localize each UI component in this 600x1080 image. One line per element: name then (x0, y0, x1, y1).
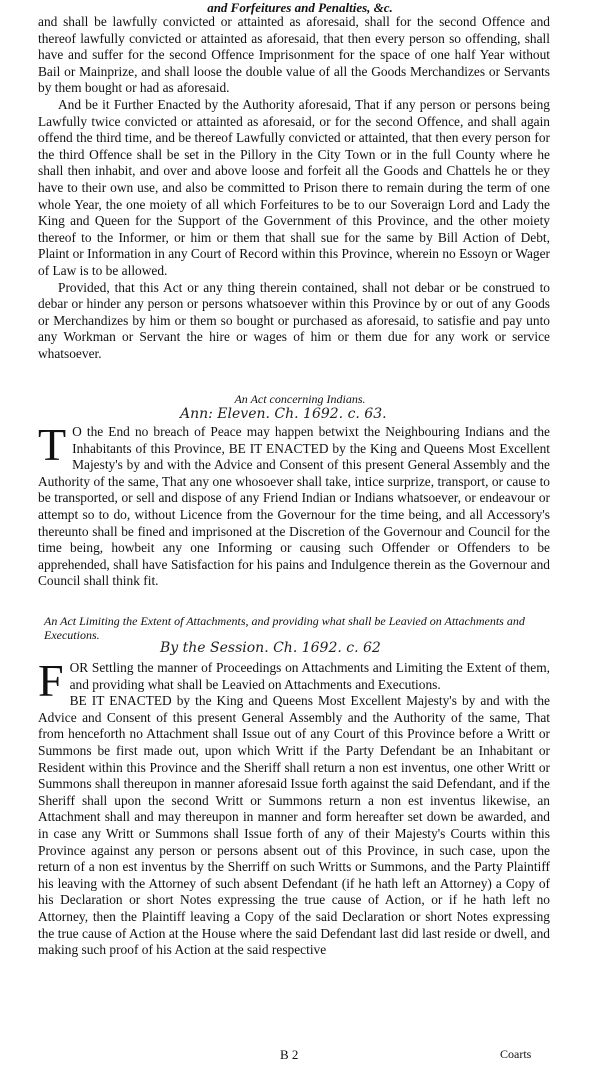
section1-para1: and shall be lawfully convicted or attainted as aforesaid, shall for the second Offence and thereof lawfully convicted or attainted as aforesaid, that then every person so offending, shall have and suffer for the second Offence Imprisonment for the space of one half Year without Bail or Mainprize, and shall loose the double value of all the Goods Merchandizes or Servants by them bought or had as aforesaid. (38, 14, 550, 96)
section1-para2: And be it Further Enacted by the Authority aforesaid, That if any person or persons being Lawfully twice convicted or attainted as aforesaid, or for the second Offence, and shall again offend the third time, and be thereof Lawfully convicted or attainted, that then every person for the third Offence shall be set in the Pillory in the City Town or in the full County where he shall then inhabit, and over and above loose and forfeit all the Goods and Chattels he or they have to their own use, and also be committed to Prison there to remain during the term of one whole Year, the one moiety of all which Forfeitures to be to our Soveraign Lord and Lady the King and Queen for the Support of the Government of this Province, and the other moiety thereof to the Informer, or him or them that shall sue for the same by Bill Action of Debt, Plaint or Information in any Court of Record within this Province, wherein no Essoyn or Wager of Law is to be allowed. (38, 96, 550, 278)
section2-handwritten-annotation: Ann: Eleven. Ch. 1692. c. 63. (180, 406, 387, 422)
section2-dropcap: T (38, 419, 67, 470)
section3-title: An Act Limiting the Extent of Attachments, and providing what shall be Leavied on Attachments and Executions. (44, 614, 525, 642)
section1-para3: Provided, that this Act or any thing therein contained, shall not debar or be construed to debar or hinder any person or persons whatsoever within this Province by or out of any Goods or Merchandizes by him or them so bought or purchased as aforesaid, to satisfie and pay unto any Workman or Servant the hire or wages of him or them due for any work or service whatsoever. (38, 279, 550, 361)
section2-title: An Act concerning Indians. (234, 392, 366, 406)
running-header: and Forfeitures and Penalties, &c. (207, 0, 393, 15)
catchword: Coarts (500, 1047, 532, 1061)
section3-text (38, 655, 550, 959)
signature-mark: B 2 (280, 1047, 299, 1062)
section2-body: O the End no breach of Peace may happen betwixt the Neighbouring Indians and the Inhabitants of this Province, BE IT ENACTED by the King and Queens Most Excellent Majesty's by and with the Advice and Consent of this present General Assembly and the Authority of the same, That any one whosoever shall take, intice surprize, transport, or cause to be transported, or sell and dispose of any Friend Indian or Indians whatsoever, or endeavour or attempt so to do, without Licence from the Governour for the time being, and all Accessory's thereunto shall be fined and imprisoned at the Discretion of the Governour and Council for the time being, howbeit any one Informing or causing such Offender or Offenders to be apprehended, shall have Satisfaction for his pains and Indulgence therein as the Governour and Council shall think fit. (38, 424, 550, 589)
section2-text (38, 419, 550, 590)
section3-dropcap: F (38, 655, 64, 706)
section1-text (38, 14, 550, 362)
section3-handwritten-annotation: By the Session. Ch. 1692. c. 62 (160, 640, 381, 656)
section3-intro: OR Settling the manner of Proceedings on Attachments and Limiting the Extent of them, and providing what shall be Leavied on Attachments and Executions. (69, 660, 550, 692)
section3-body: BE IT ENACTED by the King and Queens Most Excellent Majesty's by and with the Advice and Consent of this present General Assembly and the Authority of the same, That from henceforth no Attachment shall Issue out of any Court of this Province before a Writt or Summons be first made out, upon which Writt if the Party Defendant be an Inhabitant or Resident within this Province and the Sheriff shall return a non est inventus, one other Writt or Summons shall thereupon in manner aforesaid Issue forth against the said Defendant, and if the Sheriff shall upon the second Writt or Summons return a non est inventus likewise, an Attachment shall and may thereupon in manner and form hereafter set down be awarded, and in case any Writt or Summons shall Issue forth of any of their Majesty's Courts within this Province against any person or persons absent out of this Province, in such case, upon the return of a non est inventus by the Sherriff on such Writts or Summons, and the Party Plaintiff his leaving with the Attorney of such absent Defendant (if he hath left an Attorney) a Copy of his Declaration or short Notes expressing the true cause of Action, or if he hath left no Attorney, then the Plaintiff leaving a Copy of the said Declaration or short Notes expressing the true cause of Action at the House where the said Defendant last did last reside or dwell, and making such proof of his Action at the said respective (38, 693, 550, 958)
